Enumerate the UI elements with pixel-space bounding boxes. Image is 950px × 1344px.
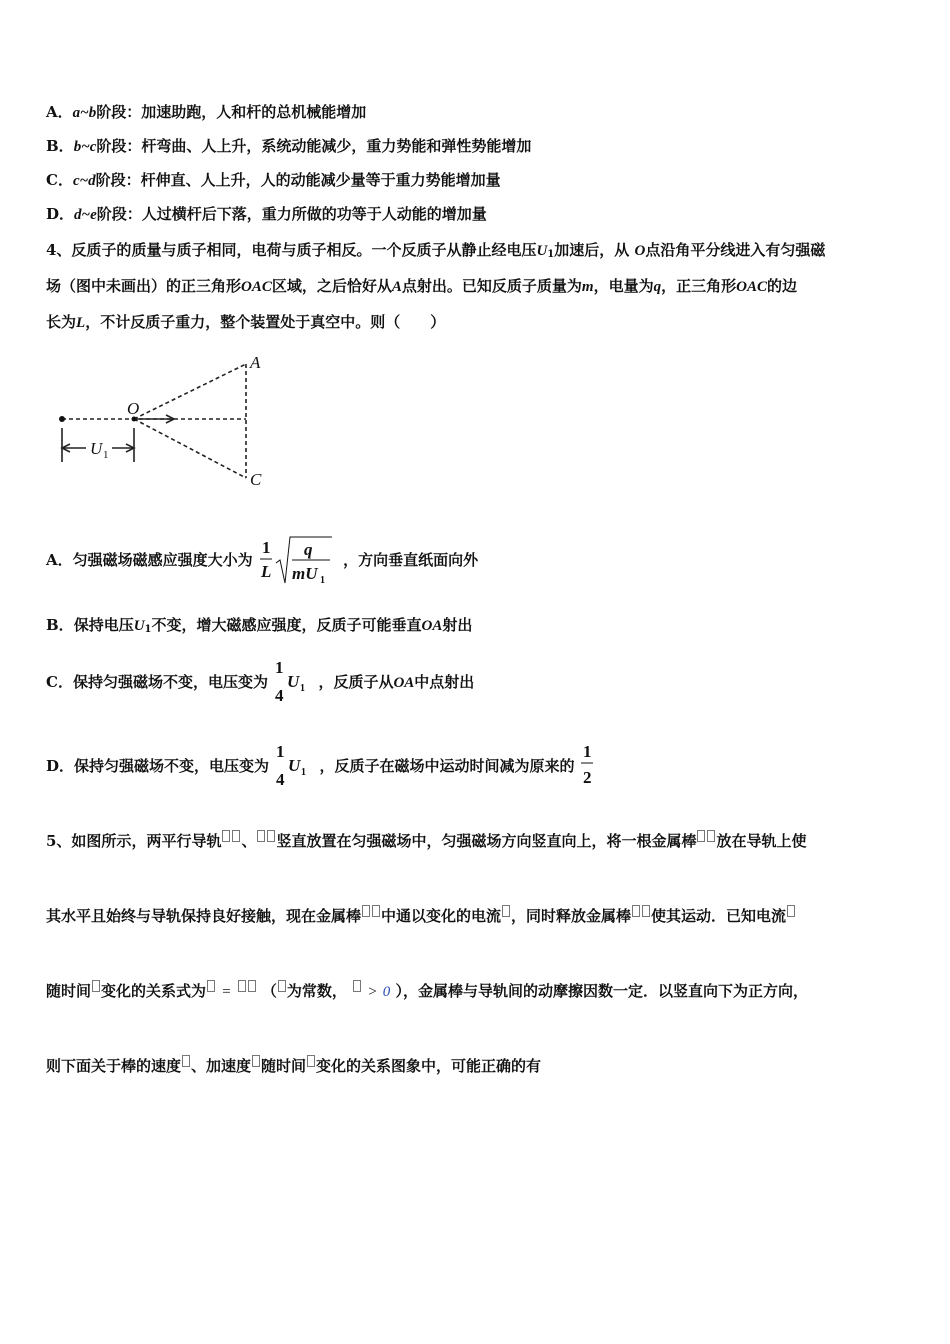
missing-glyph bbox=[787, 905, 795, 917]
svg-text:1: 1 bbox=[276, 742, 285, 761]
svg-text:q: q bbox=[303, 540, 313, 559]
svg-text:mU: mU bbox=[291, 564, 318, 583]
q4-option-b: B．保持电压$U_1$不变，增大磁感应强度，反质子可能垂直OA射出 bbox=[46, 616, 473, 635]
q3-option-b: B．b~c阶段：杆弯曲、人上升，系统动能减少，重力势能和弹性势能增加 bbox=[46, 137, 532, 155]
formula-quarter-u1 bbox=[273, 655, 313, 711]
q4-figure bbox=[50, 350, 280, 495]
missing-glyph bbox=[252, 1055, 260, 1067]
side-oa bbox=[134, 364, 246, 419]
side-oc bbox=[134, 419, 246, 478]
missing-glyph bbox=[257, 830, 265, 842]
svg-text:1: 1 bbox=[300, 683, 306, 694]
label-c: C bbox=[250, 470, 262, 489]
q4-option-a: A．匀强磁场磁感应强度大小为 1 L q mU 1 ，方向垂直纸面向外 bbox=[46, 532, 478, 588]
svg-text:1: 1 bbox=[275, 658, 284, 677]
q5-line3: 随时间 变化的关系式为 = （ 为常数， > 0 ），金属棒与导轨间的动摩擦因数一定．以竖直向下为正方向， bbox=[46, 982, 808, 1000]
q4-stem-line3: 长为L，不计反质子重力，整个装置处于真空中。则（ ） bbox=[46, 313, 446, 331]
q3-option-c: C．c~d阶段：杆伸直、人上升，人的动能减少量等于重力势能增加量 bbox=[46, 171, 501, 189]
label-o: O bbox=[127, 399, 140, 418]
missing-glyph bbox=[248, 980, 256, 992]
svg-text:U: U bbox=[288, 756, 301, 775]
q5-line4: 则下面关于棒的速度 、加速度 随时间 变化的关系图象中，可能正确的有 bbox=[46, 1057, 542, 1075]
q4-stem-line1: 4、反质子的质量与质子相同，电荷与质子相反。一个反质子从静止经电压$U_1$加速后，从 O点沿角平分线进入有匀强磁 bbox=[46, 241, 826, 260]
q5-line2: 其水平且始终与导轨保持良好接触，现在金属棒 中通以变化的电流 ，同时释放金属棒 使其运动．已知电流 bbox=[46, 905, 796, 926]
missing-glyph bbox=[362, 905, 370, 917]
missing-glyph bbox=[307, 1055, 315, 1067]
svg-text:U: U bbox=[287, 672, 300, 691]
missing-glyph bbox=[182, 1055, 190, 1067]
missing-glyph bbox=[267, 830, 275, 842]
missing-glyph bbox=[222, 830, 230, 842]
svg-text:1: 1 bbox=[261, 538, 271, 557]
start-point bbox=[59, 416, 65, 422]
svg-text:2: 2 bbox=[582, 768, 592, 787]
missing-glyph bbox=[372, 905, 380, 917]
missing-glyph bbox=[353, 980, 361, 992]
q4-stem-line2: 场（图中未画出）的正三角形OAC区域，之后恰好从A点射出。已知反质子质量为m，电量为q，正三角形OAC的边 bbox=[46, 277, 797, 295]
svg-text:1: 1 bbox=[582, 742, 592, 761]
missing-glyph bbox=[278, 980, 286, 992]
q4-option-c: C．保持匀强磁场不变，电压变为 1 4 U 1 ，反质子从OA中点射出 bbox=[46, 650, 474, 714]
missing-glyph bbox=[232, 830, 240, 842]
svg-text:4: 4 bbox=[276, 770, 285, 789]
q3-option-a: A．a~b阶段：加速助跑，人和杆的总机械能增加 bbox=[46, 103, 367, 121]
formula-quarter-u1-d bbox=[274, 739, 314, 795]
svg-text:1: 1 bbox=[301, 767, 307, 778]
missing-glyph bbox=[92, 980, 100, 992]
label-u: U bbox=[90, 439, 103, 458]
missing-glyph bbox=[642, 905, 650, 917]
formula-b-field bbox=[258, 533, 338, 589]
formula-half bbox=[580, 739, 596, 795]
missing-glyph bbox=[502, 905, 510, 917]
missing-glyph bbox=[632, 905, 640, 917]
q4-option-d: D．保持匀强磁场不变，电压变为 1 4 U 1 ，反质子在磁场中运动时间减为原来的 1 2 bbox=[46, 734, 596, 798]
label-a: A bbox=[250, 353, 261, 372]
svg-text:L: L bbox=[260, 562, 272, 581]
missing-glyph bbox=[707, 830, 715, 842]
svg-text:1: 1 bbox=[319, 575, 325, 586]
missing-glyph bbox=[207, 980, 215, 992]
svg-text:4: 4 bbox=[275, 686, 284, 705]
q5-line1: 5、如图所示，两平行导轨 、 竖直放置在匀强磁场中，匀强磁场方向竖直向上，将一根金属棒 放在导轨上使 bbox=[46, 832, 807, 850]
missing-glyph bbox=[697, 830, 705, 842]
missing-glyph bbox=[238, 980, 246, 992]
label-u-sub: 1 bbox=[103, 449, 109, 461]
q3-option-d: D．d~e阶段：人过横杆后下落，重力所做的功等于人动能的增加量 bbox=[46, 205, 487, 223]
